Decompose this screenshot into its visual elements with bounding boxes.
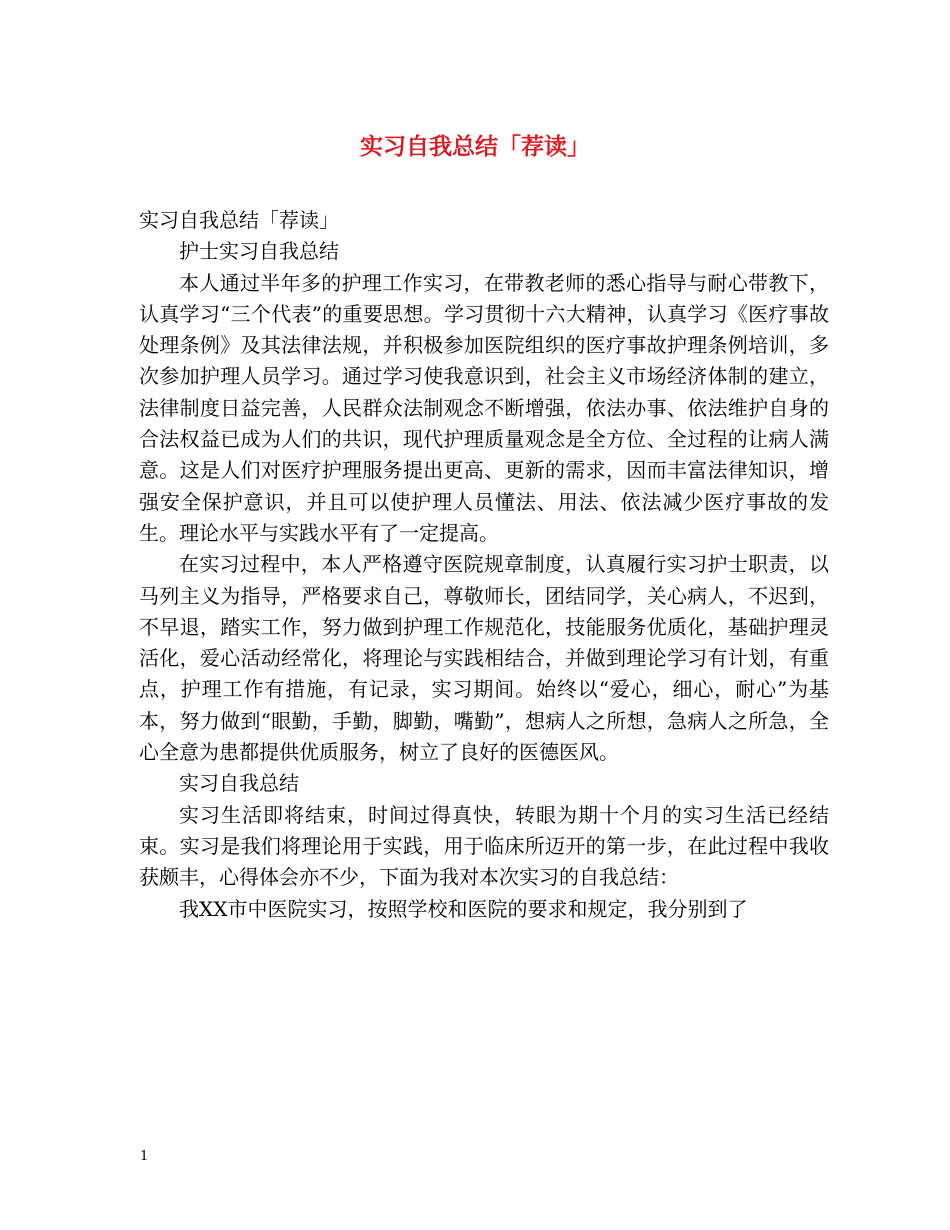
section-heading-internship-summary: 实习自我总结 [179, 771, 299, 796]
paragraph: 我XX市中医院实习，按照学校和医院的要求和规定，我分别到了 [179, 896, 748, 921]
paragraph: 在实习过程中，本人严格遵守医院规章制度，认真履行实习护士职责，以马列主义为指导，严格要求自己，尊敬师长，团结同学，关心病人，不迟到，不早退，踏实工作，努力做到护理工作规范化，技能服务优质化，基础护理灵活化，爱心活动经常化，将理论与实践相结合，并做到理论学习有计划，有重点，护理工作有措施，有记录，实习期间。始终以“爱心，细心，耐心”为基本，努力做到“眼勤，手勤，脚勤，嘴勤”，想病人之所想，急病人之所急，全心全意为患都提供优质服务，树立了良好的医德医风。 [139, 552, 829, 765]
paragraph: 实习生活即将结束，时间过得真快，转眼为期十个月的实习生活已经结束。实习是我们将理论用于实践，用于临床所迈开的第一步，在此过程中我收获颇丰，心得体会亦不少，下面为我对本次实习的自我总结： [139, 802, 829, 890]
document-body [139, 205, 829, 925]
paragraph: 本人通过半年多的护理工作实习，在带教老师的悉心指导与耐心带教下，认真学习“三个代表”的重要思想。学习贯彻十六大精神，认真学习《医疗事故处理条例》及其法律法规，并积极参加医院组织的医疗事故护理条例培训，多次参加护理人员学习。通过学习使我意识到，社会主义市场经济体制的建立，法律制度日益完善，人民群众法制观念不断增强，依法办事、依法维护自身的合法权益已成为人们的共识，现代护理质量观念是全方位、全过程的让病人满意。这是人们对医疗护理服务提出更高、更新的需求，因而丰富法律知识，增强安全保护意识，并且可以使护理人员懂法、用法、依法减少医疗事故的发生。理论水平与实践水平有了一定提高。 [139, 270, 829, 545]
body-heading: 实习自我总结「荐读」 [139, 208, 339, 232]
section-heading-nurse-summary: 护士实习自我总结 [179, 239, 339, 264]
page-number: 1 [140, 1149, 149, 1164]
document-title: 实习自我总结「荐读」 [360, 133, 590, 160]
